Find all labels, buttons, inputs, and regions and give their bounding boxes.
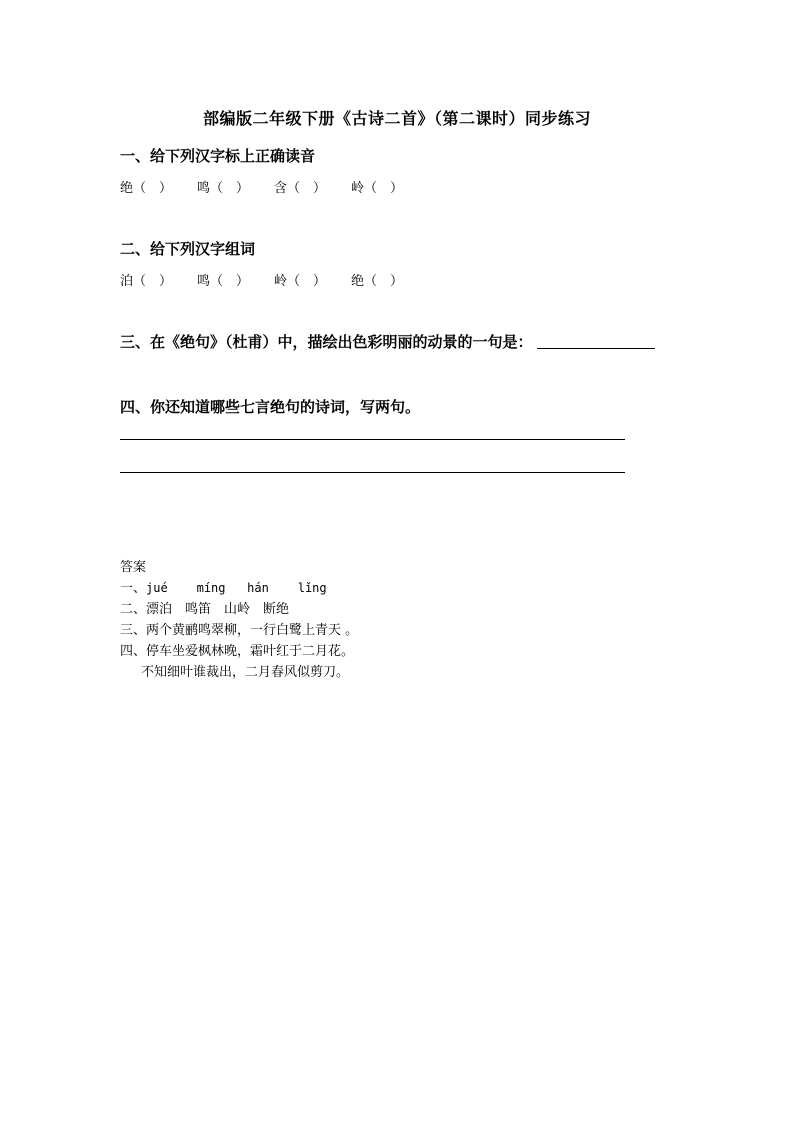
q1-item: 岭（ ） <box>351 181 404 196</box>
answer-1 <box>120 577 327 596</box>
answer-2: 二、漂泊 鸣笛 山岭 断绝 <box>120 602 290 617</box>
answers-label: 答案 <box>120 560 147 575</box>
q2-item: 鸣（ ） <box>197 274 250 289</box>
q1-item: 含（ ） <box>274 181 327 196</box>
question-1-items <box>120 177 428 196</box>
answer-1-pinyin: jué míng hán lǐng <box>146 581 327 595</box>
q2-item: 泊（ ） <box>120 274 173 289</box>
question-4-heading: 四、你还知道哪些七言绝句的诗词，写两句。 <box>120 398 421 416</box>
answer-line-1[interactable] <box>120 439 625 440</box>
page-title: 部编版二年级下册《古诗二首》（第二课时）同步练习 <box>202 109 591 128</box>
answer-4-line-1: 四、停车坐爱枫林晚，霜叶红于二月花。 <box>120 644 355 659</box>
question-2-items <box>120 270 428 289</box>
answer-1-prefix: 一、 <box>120 581 147 596</box>
q1-item: 鸣（ ） <box>197 181 250 196</box>
question-2-heading: 二、给下列汉字组词 <box>120 240 256 258</box>
answer-4-line-2: 不知细叶谁裁出，二月春风似剪刀。 <box>141 665 350 680</box>
q2-item: 绝（ ） <box>351 274 404 289</box>
answer-3: 三、两个黄鹂鸣翠柳，一行白鹭上青天 。 <box>120 623 359 638</box>
question-1-heading: 一、给下列汉字标上正确读音 <box>120 147 316 165</box>
q2-item: 岭（ ） <box>274 274 327 289</box>
answer-blank[interactable] <box>537 334 655 349</box>
answer-line-2[interactable] <box>120 472 625 473</box>
question-3-text: 三、在《绝句》（杜甫）中，描绘出色彩明丽的动景的一句是： <box>120 333 533 351</box>
q1-item: 绝（ ） <box>120 181 173 196</box>
question-3-heading <box>120 331 655 352</box>
